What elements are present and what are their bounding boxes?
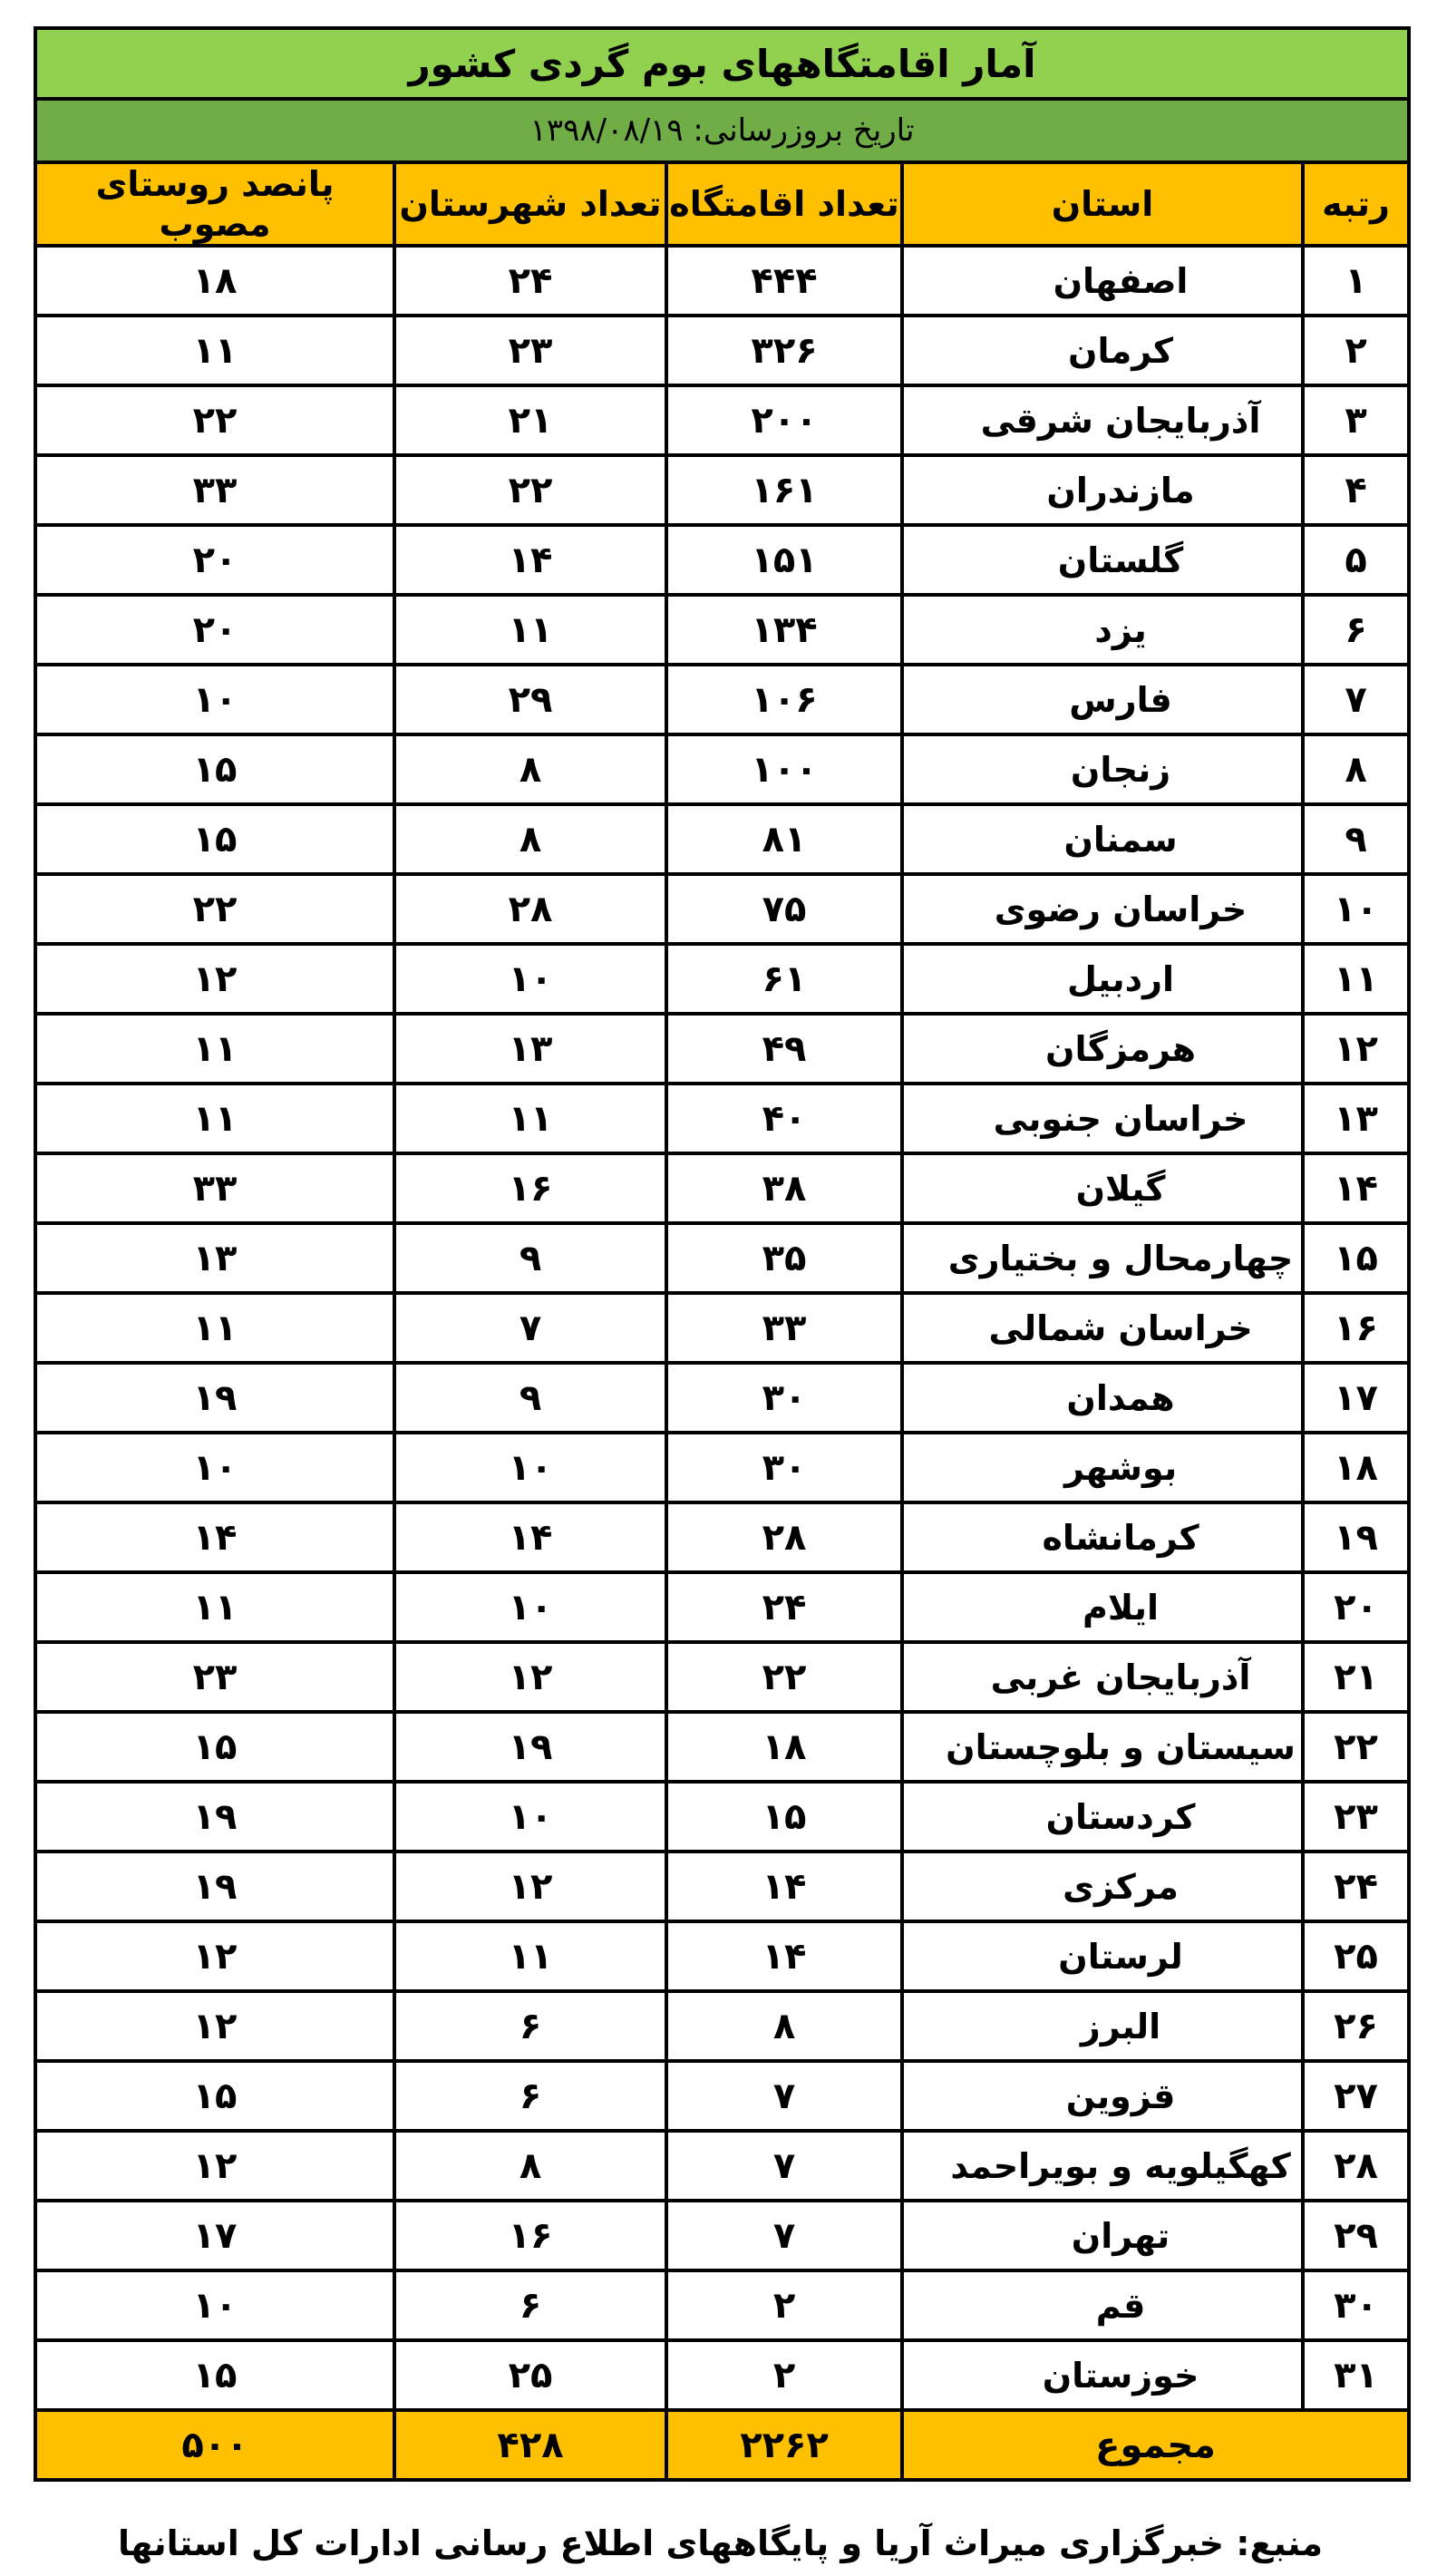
cell-rank: ۲۲ [1303, 1712, 1409, 1782]
cell-lodges: ۲۴ [666, 1572, 902, 1642]
cell-rank: ۱۴ [1303, 1153, 1409, 1223]
cell-lodges: ۲۲ [666, 1642, 902, 1712]
cell-villages: ۱۲ [35, 944, 394, 1014]
cell-province: زنجان [902, 734, 1303, 804]
cell-province: خراسان جنوبی [902, 1084, 1303, 1153]
cell-rank: ۲۹ [1303, 2201, 1409, 2270]
table-row [35, 1084, 1409, 1153]
cell-counties: ۱۰ [394, 1433, 666, 1502]
table-row [35, 246, 1409, 316]
cell-lodges: ۲ [666, 2340, 902, 2410]
cell-rank: ۱۷ [1303, 1363, 1409, 1433]
cell-villages: ۱۵ [35, 2061, 394, 2131]
cell-province: هرمزگان [902, 1014, 1303, 1084]
cell-villages: ۱۹ [35, 1782, 394, 1852]
table-row [35, 316, 1409, 385]
cell-villages: ۱۵ [35, 734, 394, 804]
cell-rank: ۱۱ [1303, 944, 1409, 1014]
cell-villages: ۱۳ [35, 1223, 394, 1293]
cell-villages: ۱۱ [35, 1084, 394, 1153]
table-row [35, 525, 1409, 595]
header-rank: رتبه [1303, 162, 1409, 246]
cell-villages: ۱۲ [35, 1921, 394, 1991]
cell-villages: ۱۱ [35, 1572, 394, 1642]
cell-counties: ۸ [394, 734, 666, 804]
cell-rank: ۷ [1303, 665, 1409, 734]
cell-province: آذربایجان غربی [902, 1642, 1303, 1712]
cell-lodges: ۴۹ [666, 1014, 902, 1084]
cell-rank: ۲۵ [1303, 1921, 1409, 1991]
cell-province: کردستان [902, 1782, 1303, 1852]
table-row [35, 2061, 1409, 2131]
table-row [35, 595, 1409, 665]
cell-lodges: ۳۲۶ [666, 316, 902, 385]
table-row [35, 1363, 1409, 1433]
cell-province: اردبیل [902, 944, 1303, 1014]
cell-rank: ۱۰ [1303, 874, 1409, 944]
cell-counties: ۲۳ [394, 316, 666, 385]
cell-province: کهگیلویه و بویراحمد [902, 2131, 1303, 2201]
cell-counties: ۸ [394, 804, 666, 874]
cell-rank: ۸ [1303, 734, 1409, 804]
cell-counties: ۱۶ [394, 1153, 666, 1223]
cell-villages: ۱۰ [35, 665, 394, 734]
cell-villages: ۱۷ [35, 2201, 394, 2270]
cell-counties: ۱۲ [394, 1642, 666, 1712]
total-villages: ۵۰۰ [35, 2410, 394, 2480]
table-title: آمار اقامتگاههای بوم گردی کشور [35, 28, 1409, 99]
cell-lodges: ۳۳ [666, 1293, 902, 1363]
cell-counties: ۱۶ [394, 2201, 666, 2270]
cell-counties: ۱۰ [394, 1782, 666, 1852]
table-row [35, 1852, 1409, 1921]
cell-counties: ۱۲ [394, 1852, 666, 1921]
cell-lodges: ۱۳۴ [666, 595, 902, 665]
cell-counties: ۸ [394, 2131, 666, 2201]
table-row [35, 2201, 1409, 2270]
table-row [35, 1014, 1409, 1084]
cell-villages: ۱۵ [35, 804, 394, 874]
cell-villages: ۱۱ [35, 316, 394, 385]
cell-province: خوزستان [902, 2340, 1303, 2410]
cell-villages: ۲۰ [35, 525, 394, 595]
cell-counties: ۱۴ [394, 525, 666, 595]
cell-villages: ۱۹ [35, 1363, 394, 1433]
table-row [35, 1223, 1409, 1293]
cell-rank: ۲۴ [1303, 1852, 1409, 1921]
cell-lodges: ۱۸ [666, 1712, 902, 1782]
table-row [35, 665, 1409, 734]
cell-province: خراسان رضوی [902, 874, 1303, 944]
cell-villages: ۱۹ [35, 1852, 394, 1921]
cell-province: لرستان [902, 1921, 1303, 1991]
cell-province: همدان [902, 1363, 1303, 1433]
cell-rank: ۴ [1303, 455, 1409, 525]
cell-province: اصفهان [902, 246, 1303, 316]
cell-lodges: ۷ [666, 2131, 902, 2201]
cell-province: یزد [902, 595, 1303, 665]
cell-lodges: ۴۰ [666, 1084, 902, 1153]
cell-lodges: ۱۰۰ [666, 734, 902, 804]
cell-counties: ۲۲ [394, 455, 666, 525]
total-counties: ۴۲۸ [394, 2410, 666, 2480]
cell-counties: ۷ [394, 1293, 666, 1363]
cell-rank: ۳ [1303, 385, 1409, 455]
table-body [35, 246, 1409, 2410]
cell-counties: ۱۹ [394, 1712, 666, 1782]
table-row [35, 944, 1409, 1014]
cell-rank: ۳۰ [1303, 2270, 1409, 2340]
cell-province: بوشهر [902, 1433, 1303, 1502]
cell-province: مرکزی [902, 1852, 1303, 1921]
cell-rank: ۲۸ [1303, 2131, 1409, 2201]
cell-counties: ۲۱ [394, 385, 666, 455]
table-row [35, 1712, 1409, 1782]
cell-lodges: ۳۸ [666, 1153, 902, 1223]
cell-counties: ۱۰ [394, 944, 666, 1014]
cell-villages: ۱۵ [35, 1712, 394, 1782]
cell-province: ایلام [902, 1572, 1303, 1642]
cell-rank: ۱۹ [1303, 1502, 1409, 1572]
lodges-table [34, 26, 1411, 2482]
cell-rank: ۱۳ [1303, 1084, 1409, 1153]
cell-rank: ۲۱ [1303, 1642, 1409, 1712]
cell-counties: ۲۸ [394, 874, 666, 944]
table-row [35, 1502, 1409, 1572]
table-row [35, 2340, 1409, 2410]
cell-rank: ۱ [1303, 246, 1409, 316]
header-province: استان [902, 162, 1303, 246]
cell-counties: ۶ [394, 2270, 666, 2340]
cell-lodges: ۸ [666, 1991, 902, 2061]
cell-rank: ۲۰ [1303, 1572, 1409, 1642]
cell-villages: ۲۳ [35, 1642, 394, 1712]
cell-counties: ۱۳ [394, 1014, 666, 1084]
total-row [35, 2410, 1409, 2480]
cell-counties: ۱۰ [394, 1572, 666, 1642]
cell-villages: ۱۱ [35, 1293, 394, 1363]
cell-province: خراسان شمالی [902, 1293, 1303, 1363]
cell-counties: ۱۱ [394, 1921, 666, 1991]
cell-villages: ۱۰ [35, 1433, 394, 1502]
total-lodges: ۲۲۶۲ [666, 2410, 902, 2480]
cell-rank: ۲۷ [1303, 2061, 1409, 2131]
cell-counties: ۱۱ [394, 1084, 666, 1153]
cell-lodges: ۱۵ [666, 1782, 902, 1852]
table-row [35, 1642, 1409, 1712]
cell-lodges: ۱۰۶ [666, 665, 902, 734]
cell-counties: ۹ [394, 1363, 666, 1433]
cell-province: سیستان و بلوچستان [902, 1712, 1303, 1782]
cell-province: قم [902, 2270, 1303, 2340]
cell-counties: ۲۹ [394, 665, 666, 734]
cell-province: آذربایجان شرقی [902, 385, 1303, 455]
cell-rank: ۱۶ [1303, 1293, 1409, 1363]
cell-rank: ۱۸ [1303, 1433, 1409, 1502]
cell-lodges: ۲۰۰ [666, 385, 902, 455]
header-lodges: تعداد اقامتگاه [666, 162, 902, 246]
cell-rank: ۲۶ [1303, 1991, 1409, 2061]
cell-villages: ۳۳ [35, 1153, 394, 1223]
header-villages: پانصد روستای مصوب [35, 162, 394, 246]
cell-province: فارس [902, 665, 1303, 734]
cell-counties: ۶ [394, 1991, 666, 2061]
cell-rank: ۲ [1303, 316, 1409, 385]
cell-counties: ۶ [394, 2061, 666, 2131]
cell-villages: ۱۴ [35, 1502, 394, 1572]
cell-lodges: ۳۵ [666, 1223, 902, 1293]
table-row [35, 1991, 1409, 2061]
table-row [35, 874, 1409, 944]
cell-villages: ۱۲ [35, 1991, 394, 2061]
table-row [35, 804, 1409, 874]
header-counties: تعداد شهرستان [394, 162, 666, 246]
table-row [35, 734, 1409, 804]
cell-lodges: ۱۶۱ [666, 455, 902, 525]
cell-lodges: ۳۰ [666, 1433, 902, 1502]
cell-province: گلستان [902, 525, 1303, 595]
cell-counties: ۱۱ [394, 595, 666, 665]
cell-province: مازندران [902, 455, 1303, 525]
cell-rank: ۶ [1303, 595, 1409, 665]
cell-villages: ۲۲ [35, 385, 394, 455]
cell-villages: ۲۰ [35, 595, 394, 665]
cell-counties: ۲۴ [394, 246, 666, 316]
cell-rank: ۹ [1303, 804, 1409, 874]
cell-lodges: ۲۸ [666, 1502, 902, 1572]
cell-rank: ۳۱ [1303, 2340, 1409, 2410]
cell-province: سمنان [902, 804, 1303, 874]
cell-lodges: ۸۱ [666, 804, 902, 874]
table-row [35, 385, 1409, 455]
cell-villages: ۱۸ [35, 246, 394, 316]
cell-villages: ۳۳ [35, 455, 394, 525]
cell-province: تهران [902, 2201, 1303, 2270]
header-row [35, 162, 1409, 246]
cell-rank: ۱۲ [1303, 1014, 1409, 1084]
cell-rank: ۱۵ [1303, 1223, 1409, 1293]
cell-lodges: ۴۴۴ [666, 246, 902, 316]
cell-counties: ۱۴ [394, 1502, 666, 1572]
cell-province: کرمانشاه [902, 1502, 1303, 1572]
cell-lodges: ۷۵ [666, 874, 902, 944]
cell-province: کرمان [902, 316, 1303, 385]
cell-province: البرز [902, 1991, 1303, 2061]
cell-counties: ۲۵ [394, 2340, 666, 2410]
cell-lodges: ۱۴ [666, 1852, 902, 1921]
cell-province: گیلان [902, 1153, 1303, 1223]
cell-lodges: ۷ [666, 2201, 902, 2270]
table-row [35, 1572, 1409, 1642]
table-row [35, 2270, 1409, 2340]
cell-villages: ۱۵ [35, 2340, 394, 2410]
table-row [35, 1293, 1409, 1363]
cell-lodges: ۶۱ [666, 944, 902, 1014]
cell-lodges: ۳۰ [666, 1363, 902, 1433]
cell-rank: ۲۳ [1303, 1782, 1409, 1852]
table-row [35, 1921, 1409, 1991]
cell-villages: ۱۲ [35, 2131, 394, 2201]
table-row [35, 455, 1409, 525]
cell-province: قزوین [902, 2061, 1303, 2131]
statistics-sheet [34, 26, 1407, 2482]
cell-province: چهارمحال و بختیاری [902, 1223, 1303, 1293]
source-note: منبع: خبرگزاری میراث آریا و پایگاههای اطلاع رسانی ادارات کل استانها [118, 2523, 1323, 2563]
cell-lodges: ۱۴ [666, 1921, 902, 1991]
cell-villages: ۲۲ [35, 874, 394, 944]
cell-villages: ۱۱ [35, 1014, 394, 1084]
table-row [35, 2131, 1409, 2201]
table-row [35, 1782, 1409, 1852]
cell-lodges: ۷ [666, 2061, 902, 2131]
cell-counties: ۹ [394, 1223, 666, 1293]
cell-rank: ۵ [1303, 525, 1409, 595]
cell-villages: ۱۰ [35, 2270, 394, 2340]
total-label: مجموع [902, 2410, 1409, 2480]
update-date: تاریخ بروزرسانی: ۱۳۹۸/۰۸/۱۹ [35, 99, 1409, 162]
table-row [35, 1433, 1409, 1502]
cell-lodges: ۱۵۱ [666, 525, 902, 595]
cell-lodges: ۲ [666, 2270, 902, 2340]
table-row [35, 1153, 1409, 1223]
